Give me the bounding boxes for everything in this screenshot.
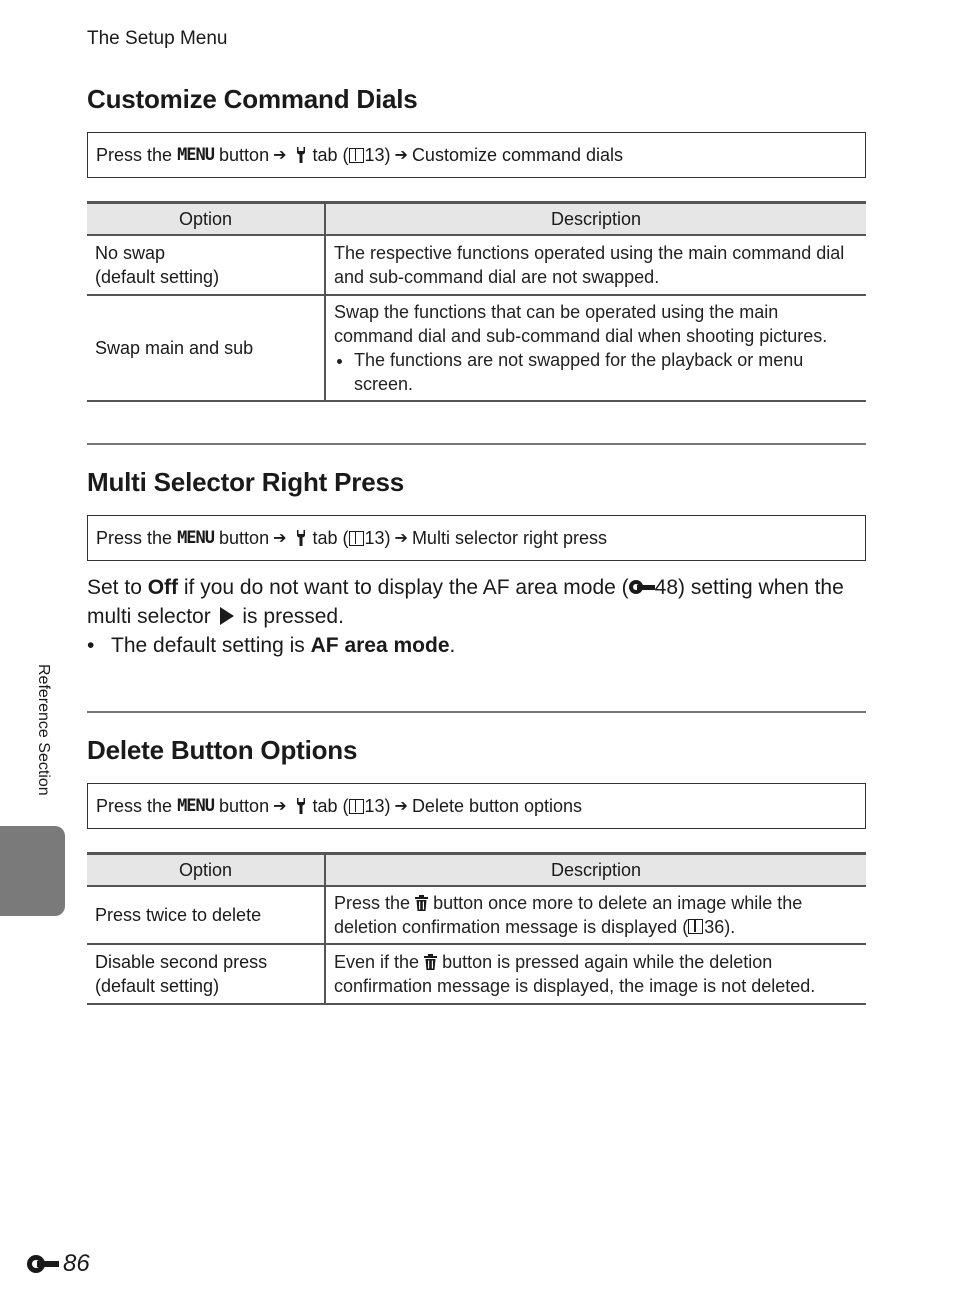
- description-text: Press the: [334, 893, 411, 913]
- bullet-dot: •: [87, 634, 95, 657]
- section-thumb-tab: [0, 826, 65, 916]
- path-page-ref: 13): [364, 527, 391, 548]
- section-divider: [87, 711, 866, 713]
- side-section-label: Reference Section: [35, 664, 52, 796]
- bullet-item: • The functions are not swapped for the playback or menu screen.: [354, 348, 858, 396]
- table-row: [87, 295, 866, 401]
- bullet-text-suffix: .: [449, 634, 456, 657]
- body-text-part: is pressed.: [242, 605, 344, 628]
- page-reference-icon: [349, 148, 364, 163]
- menu-path-multi-selector-right-press: [87, 515, 866, 561]
- path-target: Delete button options: [411, 795, 583, 816]
- multi-selector-right-icon: [220, 607, 234, 625]
- description-cell: The respective functions operated using the main command dial and sub-command dial are not swapped.: [325, 235, 866, 295]
- path-button-word: button: [219, 527, 270, 548]
- trash-icon: [424, 954, 437, 970]
- arrow-right-icon: ➔: [273, 798, 287, 815]
- reference-section-icon: [27, 1254, 59, 1274]
- description-cell: [325, 886, 866, 944]
- bullet-text: The default setting is: [111, 634, 305, 657]
- menu-button-icon: MENU: [177, 796, 215, 816]
- section-title-customize-command-dials: Customize Command Dials: [87, 84, 418, 114]
- path-target: Multi selector right press: [411, 527, 608, 548]
- option-cell: [87, 235, 325, 295]
- trash-icon: [415, 895, 428, 911]
- arrow-right-icon: ➔: [273, 147, 287, 164]
- column-header-description: Description: [325, 854, 866, 887]
- option-name: No swap: [95, 243, 166, 263]
- bullet-default-setting: [87, 634, 455, 658]
- options-table-command-dials: [87, 201, 866, 402]
- option-cell: Press twice to delete: [87, 886, 325, 944]
- path-tab-word: tab (: [312, 795, 349, 816]
- page-reference-icon: [349, 531, 364, 546]
- section-title-multi-selector-right-press: Multi Selector Right Press: [87, 467, 404, 497]
- path-prefix: Press the: [96, 144, 173, 165]
- page-number: [27, 1250, 90, 1278]
- page-reference-icon: [349, 799, 364, 814]
- path-prefix: Press the: [96, 795, 173, 816]
- path-tab-word: tab (: [312, 144, 349, 165]
- page-reference-icon: [688, 919, 703, 934]
- description-text: button is pressed again while the deletion confirmation message is displayed, the image is not deleted.: [334, 952, 816, 996]
- table-row: [87, 886, 866, 944]
- path-target: Customize command dials: [411, 144, 624, 165]
- arrow-right-icon: ➔: [394, 530, 408, 547]
- description-text: Even if the: [334, 952, 420, 972]
- option-default-note: (default setting): [95, 976, 220, 996]
- table-header-row: [87, 203, 866, 236]
- column-header-option: Option: [87, 203, 325, 236]
- wrench-icon: [294, 529, 308, 547]
- menu-button-icon: MENU: [177, 528, 215, 548]
- option-name: Disable second press: [95, 952, 268, 972]
- column-header-option: Option: [87, 854, 325, 887]
- body-text-part: 48) setting when the multi selector: [87, 576, 844, 628]
- path-prefix: Press the: [96, 527, 173, 548]
- path-button-word: button: [219, 144, 270, 165]
- description-text: button once more to delete an image while the deletion confirmation message is displayed (: [334, 893, 803, 937]
- wrench-icon: [294, 146, 308, 164]
- section-divider: [87, 443, 866, 445]
- body-text-bold-off: Off: [147, 576, 179, 599]
- option-cell: Swap main and sub: [87, 295, 325, 401]
- arrow-right-icon: ➔: [394, 147, 408, 164]
- menu-button-icon: MENU: [177, 145, 215, 165]
- running-header: The Setup Menu: [87, 28, 228, 49]
- description-page-ref: 36).: [704, 917, 736, 937]
- description-cell: [325, 295, 866, 401]
- section-body-text: [87, 573, 857, 631]
- body-text-part: Set to: [87, 576, 142, 599]
- menu-path-delete-button-options: [87, 783, 866, 829]
- options-table-delete-button: [87, 852, 866, 1005]
- option-cell: [87, 944, 325, 1004]
- description-text: Swap the functions that can be operated using the main command dial and sub-command dial when shooting pictures.: [334, 302, 828, 346]
- description-bullets: [334, 348, 858, 396]
- arrow-right-icon: ➔: [273, 530, 287, 547]
- bullet-bold-af-area-mode: AF area mode: [310, 634, 450, 657]
- arrow-right-icon: ➔: [394, 798, 408, 815]
- section-title-delete-button-options: Delete Button Options: [87, 735, 358, 765]
- path-page-ref: 13): [364, 795, 391, 816]
- description-cell: [325, 944, 866, 1004]
- column-header-description: Description: [325, 203, 866, 236]
- wrench-icon: [294, 797, 308, 815]
- option-default-note: (default setting): [95, 267, 220, 287]
- path-page-ref: 13): [364, 144, 391, 165]
- table-row: [87, 944, 866, 1004]
- reference-section-icon: [629, 579, 655, 595]
- menu-path-customize-command-dials: [87, 132, 866, 178]
- page-number-value: 86: [63, 1250, 90, 1277]
- body-text-part: if you do not want to display the AF area mode (: [183, 576, 629, 599]
- path-button-word: button: [219, 795, 270, 816]
- table-header-row: [87, 854, 866, 887]
- path-tab-word: tab (: [312, 527, 349, 548]
- table-row: [87, 235, 866, 295]
